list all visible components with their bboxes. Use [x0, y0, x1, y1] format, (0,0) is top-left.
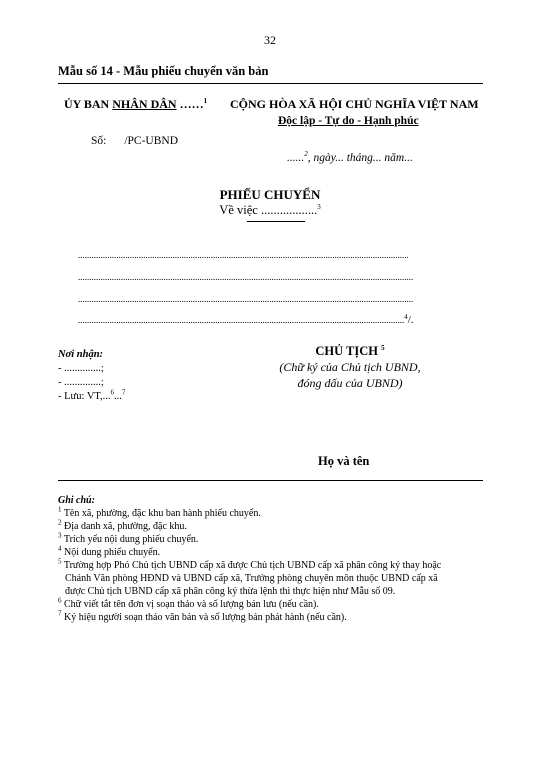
chair-instruction-1: (Chữ ký của Chủ tịch UBND, [279, 360, 421, 374]
body-line-last [78, 314, 414, 326]
page-number: 32 [264, 33, 276, 47]
note-item [58, 533, 486, 546]
archive-mid: ... [114, 391, 122, 402]
national-title: CỘNG HÒA XÃ HỘI CHỦ NGHĨA VIỆT NAM [230, 97, 479, 111]
chair-title: CHỦ TỊCH [315, 344, 378, 358]
body-line: ................................................................................................................................................. [78, 315, 405, 325]
body-line: ................................................................................................................................................... [78, 250, 409, 260]
divider-top [58, 83, 483, 84]
form-title: Mẫu số 14 - Mẫu phiếu chuyển văn bản [58, 64, 269, 78]
note-item [58, 559, 486, 572]
note-text: Tên xã, phường, đặc khu ban hành phiếu chuyển. [61, 508, 261, 519]
subject-note: 3 [317, 202, 321, 211]
note-item [58, 546, 486, 559]
note-item [58, 520, 486, 533]
note-text: Địa danh xã, phường, đặc khu. [61, 521, 187, 532]
recipient-line: - ..............; [58, 363, 104, 374]
archive-note-6: 6 [110, 388, 115, 397]
note-text: Chữ viết tắt tên đơn vị soạn thảo và số lượng bản lưu (nếu cần). [61, 599, 319, 610]
national-motto: Độc lập - Tự do - Hạnh phúc [278, 115, 419, 127]
note-item [58, 507, 486, 520]
issuing-agency [64, 97, 207, 112]
note-item [58, 611, 486, 624]
recipients-block [58, 348, 125, 404]
subject-prefix: Về việc [219, 203, 261, 217]
document-number [91, 135, 178, 147]
note-text: Ký hiệu người soạn thảo văn bản và số lượng bản phát hành (nếu cần). [61, 612, 347, 623]
recipients-heading: Nơi nhận: [58, 349, 104, 360]
date-note: 2 [304, 150, 308, 159]
notes-block [58, 494, 486, 624]
note-number: 4 [58, 544, 62, 553]
document-title: PHIẾU CHUYỂN [219, 187, 321, 202]
note-continuation: Chánh Văn phòng HĐND và UBND cấp xã, Trưởng phòng chuyên môn thuộc UBND cấp xã [65, 573, 438, 584]
body-line: ..................................................................................................................................................... [78, 272, 414, 282]
agency-suffix: …… [176, 97, 204, 111]
archive-prefix: - Lưu: VT,... [58, 391, 111, 402]
note-number: 5 [58, 557, 62, 566]
date-suffix: , ngày... tháng... năm... [307, 152, 413, 164]
number-code: /PC-UBND [124, 135, 179, 147]
place-date [287, 152, 413, 164]
signer-name: Họ và tên [318, 454, 370, 468]
body-line: ..................................................................................................................................................... [78, 294, 414, 304]
note-number: 1 [58, 505, 62, 514]
agency-prefix: ỦY BAN [64, 97, 113, 111]
subject-underline [247, 221, 305, 222]
chair-title-line [270, 344, 430, 359]
body-note: 4 [404, 313, 408, 321]
divider-bottom [58, 480, 483, 481]
note-text: Trường hợp Phó Chủ tịch UBND cấp xã được Chủ tịch UBND cấp xã phân công ký thay hoặc [61, 560, 442, 571]
archive-note-7: 7 [121, 388, 126, 397]
chair-instruction-2: đóng dấu của UBND) [297, 376, 403, 390]
note-text: Trích yếu nội dung phiếu chuyển. [61, 534, 199, 545]
note-number: 2 [58, 518, 62, 527]
recipient-archive [58, 390, 125, 404]
body-end: /. [407, 314, 414, 326]
agency-note: 1 [203, 97, 208, 105]
document-subject [0, 203, 540, 218]
note-number: 6 [58, 596, 62, 605]
notes-heading: Ghi chú: [58, 495, 95, 506]
number-label: Số: [91, 135, 107, 147]
chair-note: 5 [381, 343, 385, 352]
note-continuation: được Chủ tịch UBND cấp xã phân công ký thừa lệnh thì thực hiện như Mẫu số 09. [65, 586, 396, 597]
subject-dots: .................. [260, 203, 318, 217]
note-number: 7 [58, 609, 62, 618]
date-prefix: ...... [287, 152, 305, 164]
signature-block [270, 344, 430, 391]
note-number: 3 [58, 531, 62, 540]
note-item [58, 598, 486, 611]
note-text: Nội dung phiếu chuyển. [61, 547, 161, 558]
agency-underlined: NHÂN DÂN [112, 97, 177, 111]
recipient-line: - ..............; [58, 377, 104, 388]
